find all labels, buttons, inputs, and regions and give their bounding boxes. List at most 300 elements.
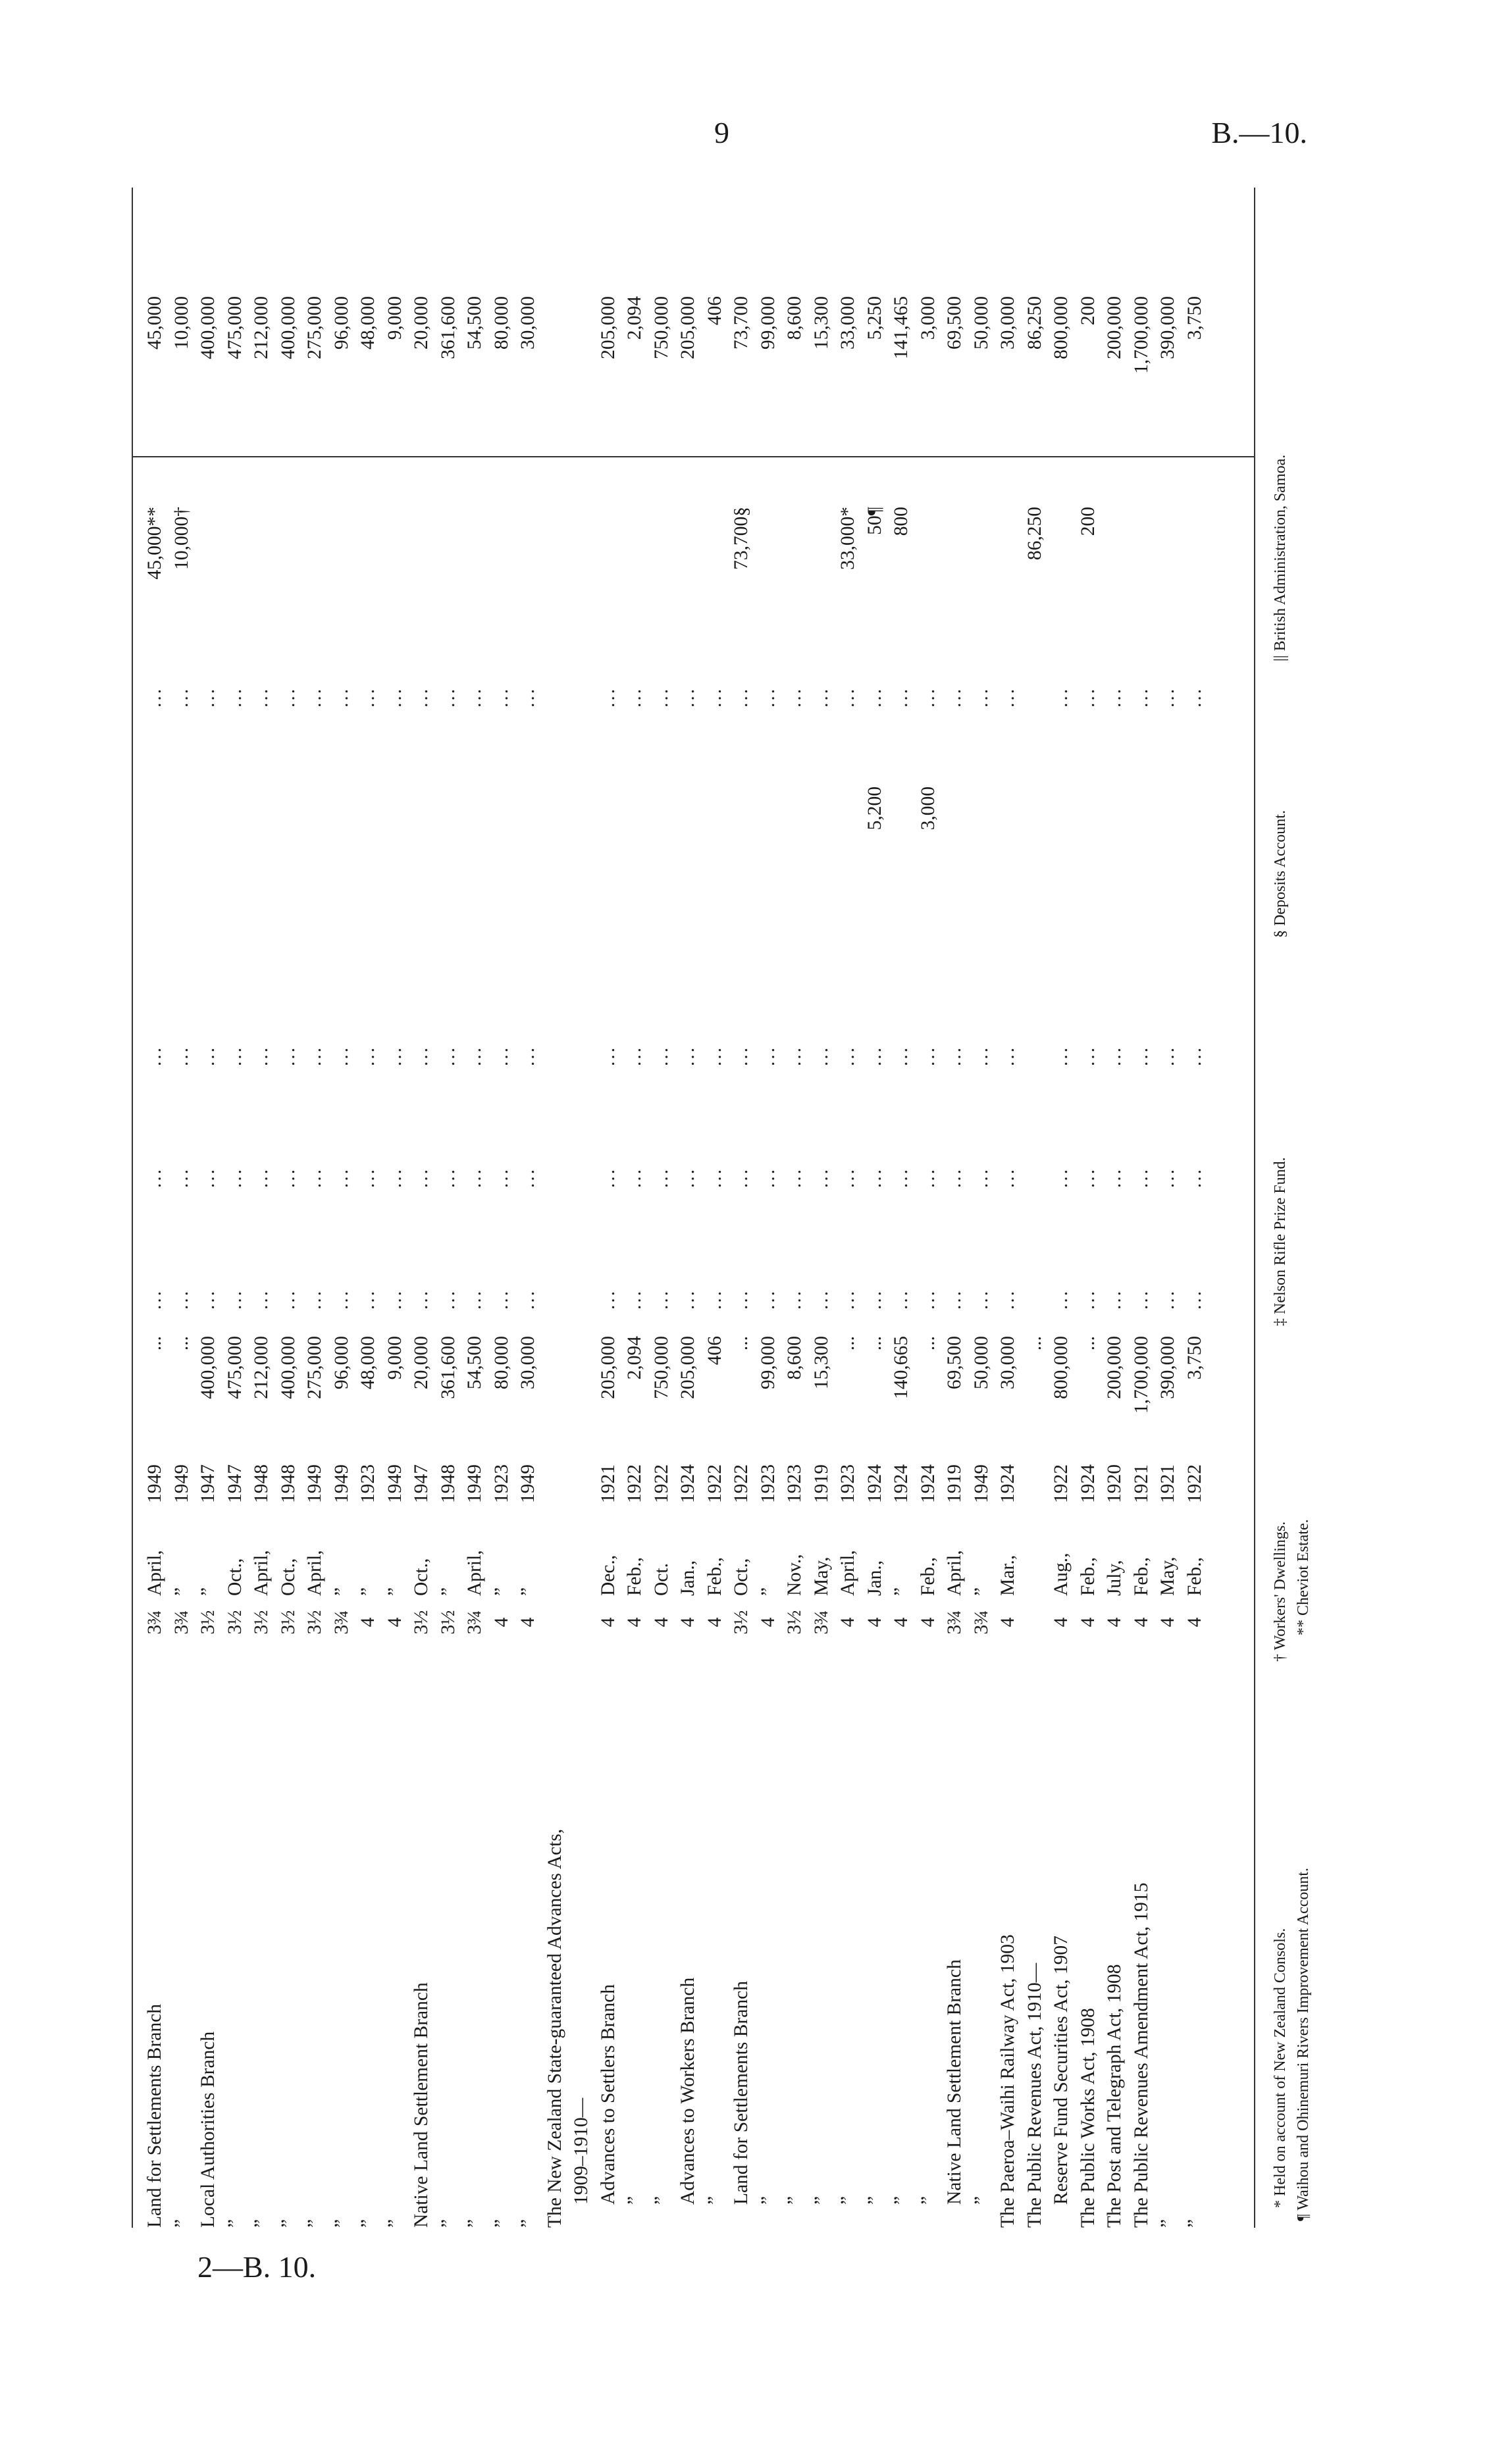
leader-dots: ... [1077,686,1099,707]
due-month: April, [144,1550,165,1596]
leader-dots: ... [810,686,832,707]
row-description: ” [810,2195,832,2205]
footnote-workers-dwellings: † Workers' Dwellings. [1272,1521,1289,1662]
row-description: ” [437,2219,459,2228]
due-month: Jan., [864,1560,885,1596]
amount-main: 3,750 [1184,1336,1205,1380]
due-month: ” [170,1587,192,1596]
row-description: ” [384,2219,405,2228]
leader-dots: ... [304,686,325,707]
leader-dots: ... [597,1167,619,1188]
due-year: 1923 [490,1464,512,1503]
row-description: ” [1184,2219,1205,2228]
table-row [1158,188,1178,2228]
table-row [358,188,378,2228]
leader-dots: ... [1157,686,1178,707]
interest-rate: 3¾ [810,1610,832,1635]
due-month: Feb., [1184,1557,1205,1596]
amount-total: 800,000 [1051,296,1072,359]
leader-dots: ... [704,1289,725,1310]
leader-dots: ... [810,1045,832,1066]
leader-dots: ... [970,1289,992,1310]
amount-main: ... [144,1336,165,1351]
leader-dots: ... [864,1045,885,1066]
row-description: ” [277,2219,299,2228]
leader-dots: ... [437,1167,459,1188]
leader-dots: ... [437,1289,459,1310]
footnote-consols: * Held on account of New Zealand Consols. [1272,1928,1289,2208]
leader-dots: ... [144,1289,165,1310]
due-month: Feb., [624,1557,645,1596]
amount-other-fund: 3,000 [917,786,939,831]
leader-dots: ... [917,1289,939,1310]
amount-main: 275,000 [304,1336,325,1399]
row-description: The Public Revenues Amendment Act, 1915 [1130,1882,1152,2228]
amount-main: 30,000 [997,1336,1018,1390]
amount-total: 10,000 [170,296,192,350]
table-row [1105,188,1124,2228]
table-row [625,188,644,2228]
amount-main: ... [731,1336,752,1351]
table-row [1025,188,1045,2228]
due-month: Feb., [704,1557,725,1596]
row-description: ” [624,2195,645,2205]
row-description: The Paeroa–Waihi Railway Act, 1903 [997,1934,1018,2228]
interest-rate: 3½ [251,1610,272,1635]
leader-dots: ... [251,1289,272,1310]
interest-rate: 4 [864,1617,885,1628]
table-row [198,188,218,2228]
amount-total: 475,000 [224,296,246,359]
amount-total: 2,094 [624,296,645,340]
leader-dots: ... [411,1167,432,1188]
due-month: April, [304,1550,325,1596]
leader-dots: ... [704,686,725,707]
leader-dots: ... [330,1167,352,1188]
amount-main: ... [837,1336,858,1351]
leader-dots: ... [411,1289,432,1310]
table-row [865,188,885,2228]
leader-dots: ... [917,686,939,707]
table-row [652,188,671,2228]
amount-main: 200,000 [1104,1336,1125,1399]
leader-dots: ... [517,1289,538,1310]
row-description: 1909–1910— [571,2097,592,2205]
due-year: 1922 [650,1464,672,1503]
leader-dots: ... [650,686,672,707]
due-year: 1921 [1157,1464,1178,1503]
leader-dots: ... [997,1167,1018,1188]
amount-main: 20,000 [411,1336,432,1390]
due-year: 1921 [1130,1464,1152,1503]
table-row [972,188,991,2228]
due-month: ” [517,1587,538,1596]
due-year: 1924 [917,1464,939,1503]
due-year: 1923 [837,1464,858,1503]
row-description: ” [464,2219,485,2228]
leader-dots: ... [1157,1167,1178,1188]
leader-dots: ... [490,1167,512,1188]
row-description: Local Authorities Branch [197,2031,219,2228]
amount-total: 212,000 [251,296,272,359]
amount-special: 86,250 [1024,507,1045,561]
amount-main: 475,000 [224,1336,246,1399]
amount-main: 48,000 [357,1336,378,1390]
leader-dots: ... [891,1289,912,1310]
leader-dots: ... [517,1167,538,1188]
leader-dots: ... [170,686,192,707]
amount-total: 30,000 [517,296,538,350]
amount-total: 390,000 [1157,296,1178,359]
interest-rate: 3¾ [970,1610,992,1635]
interest-rate: 4 [757,1617,779,1628]
leader-dots: ... [464,1289,485,1310]
table-row [545,188,565,2228]
amount-main: ... [1077,1336,1099,1351]
due-month: ” [970,1587,992,1596]
due-year: 1949 [170,1464,192,1503]
interest-rate: 3½ [304,1610,325,1635]
table-row [492,188,511,2228]
interest-rate: 4 [1051,1617,1072,1628]
due-year: 1948 [277,1464,299,1503]
leader-dots: ... [490,1045,512,1066]
footnote-nelson-rifle: ‡ Nelson Rifle Prize Fund. [1272,1157,1289,1326]
leader-dots: ... [517,1045,538,1066]
table-row [1078,188,1098,2228]
amount-total: 400,000 [197,296,219,359]
table-row [598,188,618,2228]
due-year: 1922 [1051,1464,1072,1503]
amount-total: 20,000 [411,296,432,350]
due-year: 1949 [464,1464,485,1503]
leader-dots: ... [944,686,965,707]
leader-dots: ... [277,1289,299,1310]
leader-dots: ... [677,1167,698,1188]
table-row [172,188,192,2228]
leader-dots: ... [837,1289,858,1310]
due-year: 1949 [304,1464,325,1503]
due-month: Oct. [650,1563,672,1596]
leader-dots: ... [464,686,485,707]
due-year: 1923 [784,1464,805,1503]
amount-total: 8,600 [784,296,805,340]
row-description: ” [891,2195,912,2205]
leader-dots: ... [1104,1045,1125,1066]
due-year: 1924 [891,1464,912,1503]
amount-main: 2,094 [624,1336,645,1380]
table-row [438,188,458,2228]
amount-total: 3,750 [1184,296,1205,340]
leader-dots: ... [1184,1045,1205,1066]
due-year: 1922 [731,1464,752,1503]
row-description: The Public Works Act, 1908 [1077,2008,1099,2228]
amount-total: 1,700,000 [1130,296,1152,374]
leader-dots: ... [757,686,779,707]
interest-rate: 3¾ [464,1610,485,1635]
leader-dots: ... [170,1289,192,1310]
leader-dots: ... [731,1045,752,1066]
due-year: 1949 [517,1464,538,1503]
leader-dots: ... [731,686,752,707]
amount-total: 33,000 [837,296,858,350]
due-year: 1923 [757,1464,779,1503]
leader-dots: ... [944,1167,965,1188]
amount-total: 73,700 [731,296,752,350]
leader-dots: ... [411,1045,432,1066]
footnote-cheviot: ** Cheviot Estate. [1295,1519,1312,1635]
leader-dots: ... [784,1045,805,1066]
interest-rate: 4 [384,1617,405,1628]
table-row [385,188,405,2228]
leader-dots: ... [251,1167,272,1188]
row-description: ” [650,2195,672,2205]
row-description: ” [1157,2219,1178,2228]
table-row [918,188,938,2228]
amount-total: 50,000 [970,296,992,350]
document-reference: B.—10. [1211,116,1307,149]
leader-dots: ... [384,1167,405,1188]
leader-dots: ... [784,1167,805,1188]
due-year: 1923 [357,1464,378,1503]
amount-main: 9,000 [384,1336,405,1380]
row-description: ” [864,2195,885,2205]
row-description: Land for Settlements Branch [144,2004,165,2228]
due-month: Feb., [1130,1557,1152,1596]
leader-dots: ... [1130,1289,1152,1310]
leader-dots: ... [650,1045,672,1066]
row-description: ” [357,2219,378,2228]
leader-dots: ... [1157,1289,1178,1310]
leader-dots: ... [357,1167,378,1188]
amount-total: 750,000 [650,296,672,359]
row-description: ” [917,2195,939,2205]
amount-total: 96,000 [330,296,352,350]
row-description: Native Land Settlement Branch [944,1959,965,2205]
leader-dots: ... [251,686,272,707]
leader-dots: ... [197,1167,219,1188]
due-month: ” [757,1587,779,1596]
table-row [332,188,352,2228]
amount-main: 400,000 [197,1336,219,1399]
amount-total: 48,000 [357,296,378,350]
due-year: 1949 [144,1464,165,1503]
leader-dots: ... [1184,1289,1205,1310]
due-month: Aug., [1051,1553,1072,1596]
interest-rate: 3½ [224,1610,246,1635]
interest-rate: 4 [917,1617,939,1628]
table-row [678,188,698,2228]
row-description: ” [304,2219,325,2228]
row-description: ” [170,2219,192,2228]
due-month: ” [197,1587,219,1596]
leader-dots: ... [837,686,858,707]
amount-main: 50,000 [970,1336,992,1390]
leader-dots: ... [624,1289,645,1310]
amount-special: 200 [1077,507,1099,536]
interest-rate: 3½ [731,1610,752,1635]
leader-dots: ... [891,1045,912,1066]
row-description: ” [517,2219,538,2228]
amount-total: 205,000 [677,296,698,359]
footnote-deposits: § Deposits Account. [1272,810,1289,938]
leader-dots: ... [437,686,459,707]
leader-dots: ... [330,1289,352,1310]
interest-rate: 4 [357,1617,378,1628]
row-description: ” [251,2219,272,2228]
leader-dots: ... [864,686,885,707]
table-row [1051,188,1071,2228]
leader-dots: ... [384,686,405,707]
due-month: ” [330,1587,352,1596]
amount-main: 30,000 [517,1336,538,1390]
interest-rate: 4 [1184,1617,1205,1628]
table-row [838,188,858,2228]
table-row [251,188,271,2228]
amount-main: 69,500 [944,1336,965,1390]
leader-dots: ... [170,1167,192,1188]
table-top-rule [132,188,133,2228]
interest-rate: 4 [1157,1617,1178,1628]
due-month: Oct., [277,1558,299,1596]
table-row [465,188,484,2228]
amount-main: 140,665 [891,1336,912,1399]
leader-dots: ... [357,1045,378,1066]
sheet-reference: 2—B. 10. [197,2250,317,2284]
leader-dots: ... [970,1045,992,1066]
amount-total: 205,000 [597,296,619,359]
amount-special: 45,000** [144,507,165,580]
due-year: 1924 [997,1464,1018,1503]
interest-rate: 4 [1130,1617,1152,1628]
interest-rate: 3¾ [170,1610,192,1635]
interest-rate: 4 [624,1617,645,1628]
interest-rate: 3½ [784,1610,805,1635]
interest-rate: 4 [997,1617,1018,1628]
row-description: Advances to Workers Branch [677,1977,698,2205]
leader-dots: ... [757,1289,779,1310]
leader-dots: ... [357,1289,378,1310]
leader-dots: ... [784,686,805,707]
due-month: Jan., [677,1560,698,1596]
leader-dots: ... [1104,686,1125,707]
due-month: Mar., [997,1554,1018,1596]
row-description: ” [970,2195,992,2205]
leader-dots: ... [1077,1167,1099,1188]
due-year: 1948 [251,1464,272,1503]
interest-rate: 4 [891,1617,912,1628]
due-year: 1947 [411,1464,432,1503]
due-year: 1919 [810,1464,832,1503]
amount-main: 96,000 [330,1336,352,1390]
interest-rate: 4 [490,1617,512,1628]
leader-dots: ... [197,1045,219,1066]
leader-dots: ... [437,1045,459,1066]
table-row [758,188,778,2228]
interest-rate: 3½ [277,1610,299,1635]
due-year: 1947 [224,1464,246,1503]
amount-main: 212,000 [251,1336,272,1399]
amount-total: 275,000 [304,296,325,359]
table-row [225,188,245,2228]
due-month: Nov., [784,1554,805,1596]
table-row [705,188,725,2228]
row-description: ” [784,2195,805,2205]
leader-dots: ... [837,1045,858,1066]
amount-main: 8,600 [784,1336,805,1380]
leader-dots: ... [650,1289,672,1310]
amount-main: 390,000 [1157,1336,1178,1399]
due-year: 1947 [197,1464,219,1503]
leader-dots: ... [464,1045,485,1066]
amount-total: 86,250 [1024,296,1045,350]
amount-total: 200,000 [1104,296,1125,359]
leader-dots: ... [1184,686,1205,707]
due-month: Oct., [411,1558,432,1596]
due-month: Feb., [917,1557,939,1596]
interest-rate: 4 [517,1617,538,1628]
due-month: Feb., [1077,1557,1099,1596]
leader-dots: ... [917,1045,939,1066]
due-month: ” [891,1587,912,1596]
leader-dots: ... [1051,1167,1072,1188]
leader-dots: ... [277,1045,299,1066]
amount-total: 45,000 [144,296,165,350]
leader-dots: ... [677,1045,698,1066]
row-description: The Public Revenues Act, 1910— [1024,1963,1045,2228]
leader-dots: ... [277,686,299,707]
due-year: 1922 [704,1464,725,1503]
leader-dots: ... [197,1289,219,1310]
leader-dots: ... [650,1167,672,1188]
leader-dots: ... [224,1045,246,1066]
leader-dots: ... [970,686,992,707]
amount-total: 69,500 [944,296,965,350]
amount-main: 361,600 [437,1336,459,1399]
amount-total: 30,000 [997,296,1018,350]
leader-dots: ... [944,1289,965,1310]
due-year: 1949 [330,1464,352,1503]
row-description: ” [837,2195,858,2205]
due-year: 1948 [437,1464,459,1503]
due-year: 1924 [677,1464,698,1503]
row-description: ” [330,2219,352,2228]
leader-dots: ... [224,1289,246,1310]
amount-special: 800 [891,507,912,536]
table-bottom-rule [1254,188,1255,2228]
table-row [278,188,298,2228]
amount-total: 406 [704,296,725,326]
leader-dots: ... [731,1289,752,1310]
leader-dots: ... [1130,686,1152,707]
leader-dots: ... [384,1045,405,1066]
amount-total: 80,000 [490,296,512,350]
due-month: ” [357,1587,378,1596]
amount-main: 400,000 [277,1336,299,1399]
interest-rate: 3½ [411,1610,432,1635]
leader-dots: ... [1077,1289,1099,1310]
leader-dots: ... [304,1045,325,1066]
due-year: 1949 [384,1464,405,1503]
leader-dots: ... [997,686,1018,707]
due-month: Dec., [597,1554,619,1596]
leader-dots: ... [490,686,512,707]
table-row [785,188,804,2228]
leader-dots: ... [624,1167,645,1188]
leader-dots: ... [330,686,352,707]
leader-dots: ... [970,1167,992,1188]
table-row [812,188,831,2228]
